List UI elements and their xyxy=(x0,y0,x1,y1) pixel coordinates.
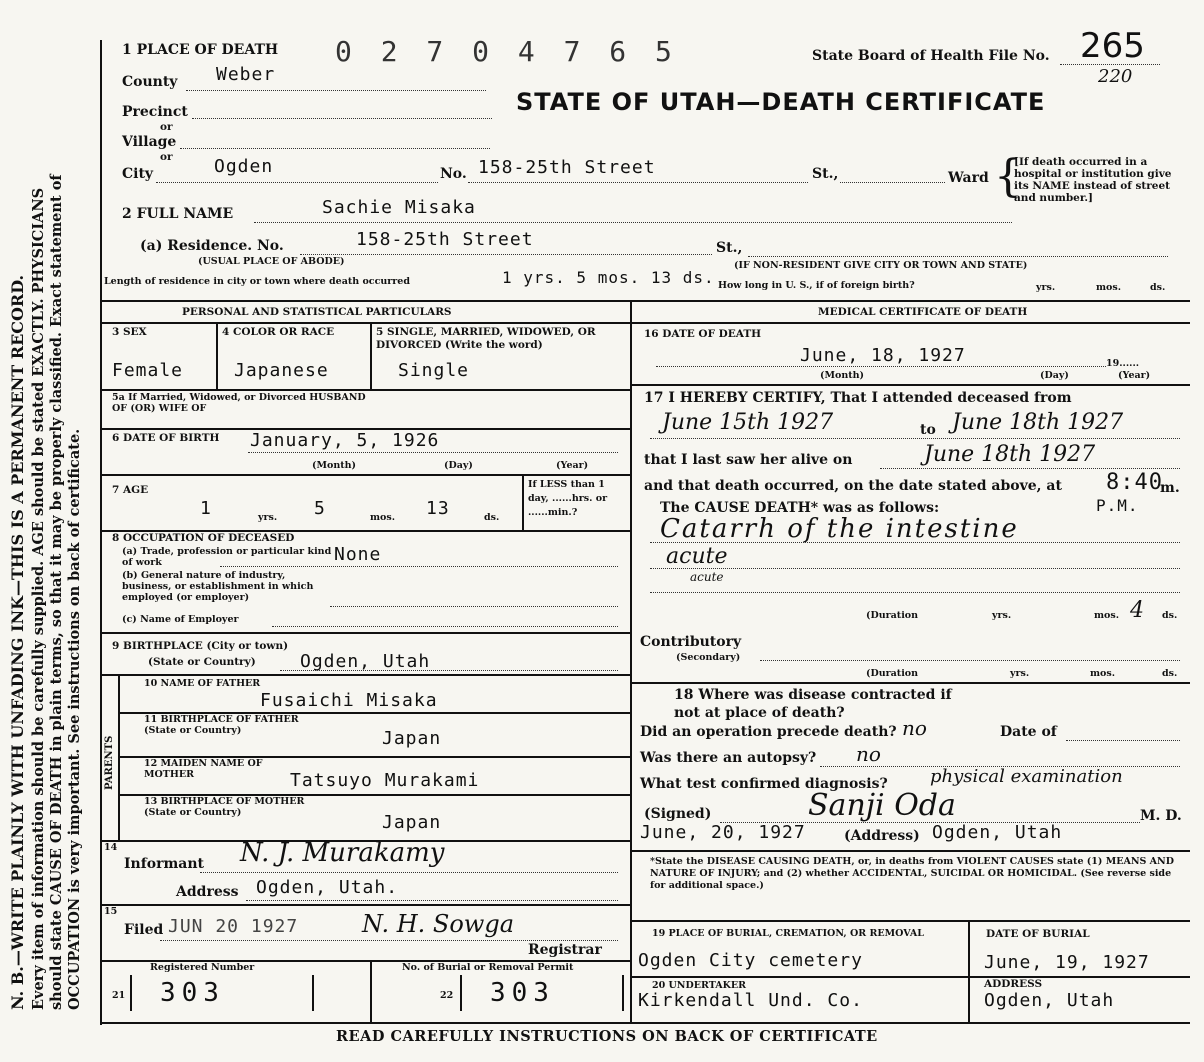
informant-label: Informant xyxy=(124,856,204,872)
attended-from: June 15th 1927 xyxy=(662,410,834,435)
father-name-value: Fusaichi Misaka xyxy=(260,690,438,711)
mother-birthplace-value: Japan xyxy=(382,812,442,833)
cause-of-death: Catarrh of the intestine xyxy=(660,514,1019,544)
center-divider xyxy=(630,300,632,1023)
birthplace-label: 9 BIRTHPLACE (City or town) xyxy=(112,640,289,652)
footer-instructions: READ CAREFULLY INSTRUCTIONS ON BACK OF CERTIFICATE xyxy=(336,1028,878,1045)
death-time: 8:40 xyxy=(1106,470,1163,495)
usual-place-label: (USUAL PLACE OF ABODE) xyxy=(198,256,345,267)
occupation-value: None xyxy=(334,544,382,565)
marital-label: 5 SINGLE, MARRIED, WIDOWED, OR DIVORCED (Write the word) xyxy=(376,326,596,351)
how-long-label: How long in U. S., if of foreign birth? xyxy=(718,280,915,291)
ward-label: Ward xyxy=(948,170,989,186)
length-residence-value: 1 yrs. 5 mos. 13 ds. xyxy=(502,268,715,287)
duration-label: (Duration xyxy=(866,610,919,621)
registrar-label: Registrar xyxy=(528,942,602,958)
father-name-label: 10 NAME OF FATHER xyxy=(144,678,261,689)
informant-signature: N. J. Murakamy xyxy=(240,838,445,868)
registered-number-value: 303 xyxy=(160,978,225,1008)
side-note-line4: OCCUPATION is very important. See instructions on back of certificate. xyxy=(66,428,83,1010)
full-name-value: Sachie Misaka xyxy=(322,197,476,218)
document-title: STATE OF UTAH—DEATH CERTIFICATE xyxy=(516,88,1046,116)
father-birthplace-label: 11 BIRTHPLACE OF FATHER (State or Country) xyxy=(144,714,299,736)
dob-label: 6 DATE OF BIRTH xyxy=(112,432,220,444)
burial-place-value: Ogden City cemetery xyxy=(638,950,863,971)
informant-address-value: Ogden, Utah. xyxy=(256,877,399,898)
last-saw-label: that I last saw her alive on xyxy=(644,452,853,468)
age-label: 7 AGE xyxy=(112,484,149,496)
medical-header: MEDICAL CERTIFICATE OF DEATH xyxy=(818,306,1028,318)
county-label: County xyxy=(122,74,178,90)
test-label: What test confirmed diagnosis? xyxy=(640,776,888,792)
city-label: City xyxy=(122,166,154,182)
sex-value: Female xyxy=(112,360,184,381)
registrar-signature: N. H. Sowga xyxy=(362,910,515,938)
mother-birthplace-label: 13 BIRTHPLACE OF MOTHER (State or Country) xyxy=(144,796,305,818)
burial-address-value: Ogden, Utah xyxy=(984,990,1115,1011)
signed-label: (Signed) xyxy=(644,806,712,822)
date-of-death-label: 16 DATE OF DEATH xyxy=(644,328,762,340)
personal-header: PERSONAL AND STATISTICAL PARTICULARS xyxy=(182,306,452,318)
attended-to: June 18th 1927 xyxy=(952,410,1124,435)
residence-value: 158-25th Street xyxy=(356,229,534,250)
signed-date: June, 20, 1927 xyxy=(640,822,806,843)
parents-label: PARENTS xyxy=(104,735,115,790)
employer-label: (c) Name of Employer xyxy=(122,614,239,625)
section-divider xyxy=(100,300,1190,302)
sex-label: 3 SEX xyxy=(112,326,147,338)
occurred-label: and that death occurred, on the date stated above, at xyxy=(644,478,1062,494)
city-value: Ogden xyxy=(214,156,274,177)
st-label: St., xyxy=(812,166,839,182)
birthplace-value: Ogden, Utah xyxy=(300,651,431,672)
occupation-label: 8 OCCUPATION OF DECEASED xyxy=(112,532,295,544)
filed-stamp: JUN 20 1927 xyxy=(168,916,299,937)
burial-place-label: 19 PLACE OF BURIAL, CREMATION, OR REMOVAL xyxy=(652,928,924,939)
burial-permit-label: No. of Burial or Removal Permit xyxy=(402,962,574,973)
undertaker-label: 20 UNDERTAKER xyxy=(652,980,747,991)
color-value: Japanese xyxy=(234,360,329,381)
date-of-death-value: June, 18, 1927 xyxy=(800,345,966,366)
duration-days: 4 xyxy=(1130,598,1144,623)
dob-value: January, 5, 1926 xyxy=(250,430,440,451)
age-months: 5 xyxy=(314,498,326,519)
residence-label: (a) Residence. No. xyxy=(140,238,284,254)
contributory-label: Contributory xyxy=(640,634,742,650)
certify-label: 17 I HEREBY CERTIFY, That I attended deceased from xyxy=(644,390,1072,406)
cause-line-3: acute xyxy=(690,570,724,584)
precinct-label: Precinct xyxy=(122,104,188,120)
pm-marker: P.M. xyxy=(1096,496,1139,515)
marital-value: Single xyxy=(398,360,470,381)
autopsy-label: Was there an autopsy? xyxy=(640,750,817,766)
physician-signature: Sanji Oda xyxy=(808,788,956,823)
birthplace-state-label: (State or Country) xyxy=(148,656,256,668)
file-no: 265 xyxy=(1080,26,1145,66)
residence-st-label: St., xyxy=(716,240,743,256)
age-days: 13 xyxy=(426,498,450,519)
length-residence-label: Length of residence in city or town where death occurred xyxy=(104,276,410,287)
operation-value: no xyxy=(902,716,927,740)
place-of-death-label: 1 PLACE OF DEATH xyxy=(122,42,279,58)
occupation-a-label: (a) Trade, profession or particular kind of work xyxy=(122,546,332,568)
burial-address-label: ADDRESS xyxy=(984,978,1043,990)
file-no-sub: 220 xyxy=(1098,66,1133,87)
hospital-note: [If death occurred in a hospital or institution give its NAME instead of street and number.] xyxy=(1014,156,1172,204)
street-value: 158-25th Street xyxy=(478,157,656,178)
side-note-line1: N. B.—WRITE PLAINLY WITH UNFADING INK—THIS IS A PERMANENT RECORD. xyxy=(8,274,27,1010)
cause-label: The CAUSE DEATH* was as follows: xyxy=(660,500,940,516)
full-name-label: 2 FULL NAME xyxy=(122,206,234,222)
burial-permit-value: 303 xyxy=(490,978,555,1008)
left-border xyxy=(100,40,102,1025)
burial-date-label: DATE OF BURIAL xyxy=(986,928,1090,940)
bottom-border xyxy=(100,1022,1190,1024)
autopsy-value: no xyxy=(856,742,881,766)
side-note-line3: should state CAUSE OF DEATH in plain terms, so that it may be properly classified. Exact statement of xyxy=(48,174,65,1010)
age-years: 1 xyxy=(200,498,212,519)
mother-name-label: 12 MAIDEN NAME OF MOTHER xyxy=(144,758,263,780)
file-no-label: State Board of Health File No. xyxy=(812,48,1050,64)
side-note-line2: Every item of information should be carefully supplied. AGE should be stated EXACTLY. PHYSICIANS xyxy=(30,187,47,1010)
village-label: Village xyxy=(122,134,177,150)
if-less-label: If LESS than 1 day, ......hrs. or ......min.? xyxy=(528,479,608,518)
color-label: 4 COLOR OR RACE xyxy=(222,326,335,338)
test-value: physical examination xyxy=(930,766,1123,787)
filed-label: Filed xyxy=(124,922,164,938)
where-contracted-label: 18 Where was disease contracted if not at place of death? xyxy=(674,687,952,721)
burial-date-value: June, 19, 1927 xyxy=(984,952,1150,973)
cause-line-2: acute xyxy=(666,544,728,569)
father-birthplace-value: Japan xyxy=(382,728,442,749)
occupation-b-label: (b) General nature of industry, business, or establishment in which employed (or employer) xyxy=(122,570,314,603)
physician-address: Ogden, Utah xyxy=(932,822,1063,843)
last-saw-date: June 18th 1927 xyxy=(924,442,1096,467)
mother-name-value: Tatsuyo Murakami xyxy=(290,770,480,791)
cause-instruction-note: *State the DISEASE CAUSING DEATH, or, in deaths from VIOLENT CAUSES state (1) MEANS AND NATURE OF INJURY; and (2) whether ACCIDENTAL, SUICIDAL OR HOMICIDAL. (See reverse side for additional space.) xyxy=(650,856,1174,891)
secondary-label: (Secondary) xyxy=(676,652,741,663)
street-no-label: No. xyxy=(440,166,467,182)
county-value: Weber xyxy=(216,64,276,85)
serial-number: 0 2 7 0 4 7 6 5 xyxy=(335,35,678,68)
informant-address-label: Address xyxy=(176,884,239,900)
operation-label: Did an operation precede death? xyxy=(640,724,897,740)
registered-number-label: Registered Number xyxy=(150,962,255,973)
undertaker-value: Kirkendall Und. Co. xyxy=(638,990,863,1011)
husband-wife-label: 5a If Married, Widowed, or Divorced HUSBAND OF (OR) WIFE OF xyxy=(112,392,366,414)
nonresident-label: (IF NON-RESIDENT GIVE CITY OR TOWN AND STATE) xyxy=(734,260,1028,271)
